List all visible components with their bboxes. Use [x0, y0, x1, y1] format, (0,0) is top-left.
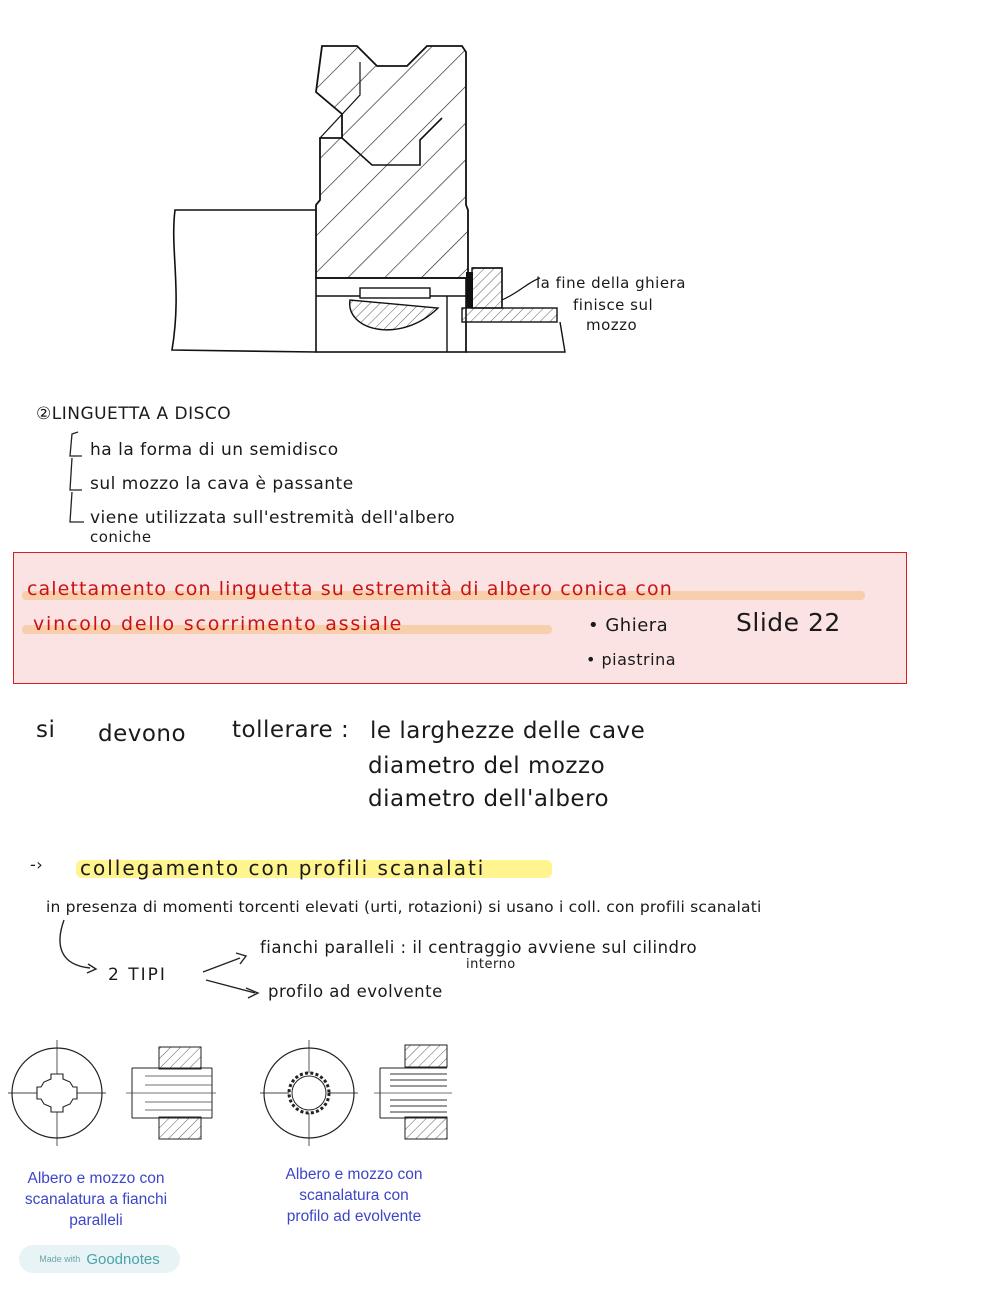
hub-section-drawing [316, 46, 468, 278]
goodnotes-badge[interactable] [19, 1245, 180, 1273]
types-arrow [60, 920, 258, 998]
spline-involute-figure [260, 1040, 452, 1146]
caption1-line1: Albero e mozzo con [27, 1170, 165, 1187]
linguetta-bullet-2: sul mozzo la cava è passante [90, 474, 354, 494]
callout-line2: vincolo dello scorrimento assiale [33, 613, 404, 635]
tolerance-lead-b: devono [98, 721, 187, 747]
badge-brand-logo: Goodnotes [86, 1250, 160, 1268]
callout-item-ghiera: • Ghiera [588, 615, 669, 636]
figure-caption-parallel [6, 1168, 186, 1231]
linguetta-bullet-3-cont: coniche [90, 528, 152, 546]
splines-type1-cont: interno [466, 957, 516, 972]
splines-heading: collegamento con profili scanalati [80, 856, 486, 880]
caption2-line3: profilo ad evolvente [286, 1208, 422, 1225]
splines-types-label: 2 TIPI [108, 965, 167, 985]
caption2-line2: scanalatura con [299, 1187, 409, 1204]
callout-item-piastrina: • piastrina [586, 650, 677, 669]
tolerance-item-2: diametro del mozzo [368, 753, 606, 779]
callout-line1: calettamento con linguetta su estremità di albero conica con [27, 578, 673, 600]
linguetta-bullet-1: ha la forma di un semidisco [90, 440, 339, 460]
tolerance-lead-a: si [36, 717, 56, 743]
splines-arrow: -› [30, 855, 44, 874]
caption2-line1: Albero e mozzo con [285, 1166, 423, 1183]
caption1-line2: scanalatura a fianchi [24, 1191, 168, 1208]
tolerance-item-1: le larghezze delle cave [370, 718, 646, 744]
badge-made-with: Made with [39, 1254, 81, 1264]
ring-note-line3: mozzo [586, 316, 638, 334]
splines-type1: fianchi paralleli : il centraggio avviene sul cilindro [260, 938, 698, 957]
linguetta-bullet-3: viene utilizzata sull'estremità dell'albero [90, 508, 456, 528]
caption1-line3: paralleli [69, 1212, 123, 1229]
tolerance-item-3: diametro dell'albero [368, 786, 610, 812]
figure-caption-involute [264, 1164, 444, 1227]
spline-parallel-figure [8, 1040, 216, 1146]
ring-note-line2: finisce sul [573, 296, 654, 314]
tolerance-lead-c: tollerare : [232, 717, 350, 743]
bullet-brackets [70, 432, 84, 522]
ring-note-line1: la fine della ghiera [536, 274, 686, 292]
splines-type2: profilo ad evolvente [268, 982, 443, 1001]
linguetta-heading: ②LINGUETTA A DISCO [36, 404, 232, 424]
splines-intro: in presenza di momenti torcenti elevati (urti, rotazioni) si usano i coll. con profili scanalati [46, 898, 762, 916]
callout-slide-ref: Slide 22 [736, 608, 841, 637]
